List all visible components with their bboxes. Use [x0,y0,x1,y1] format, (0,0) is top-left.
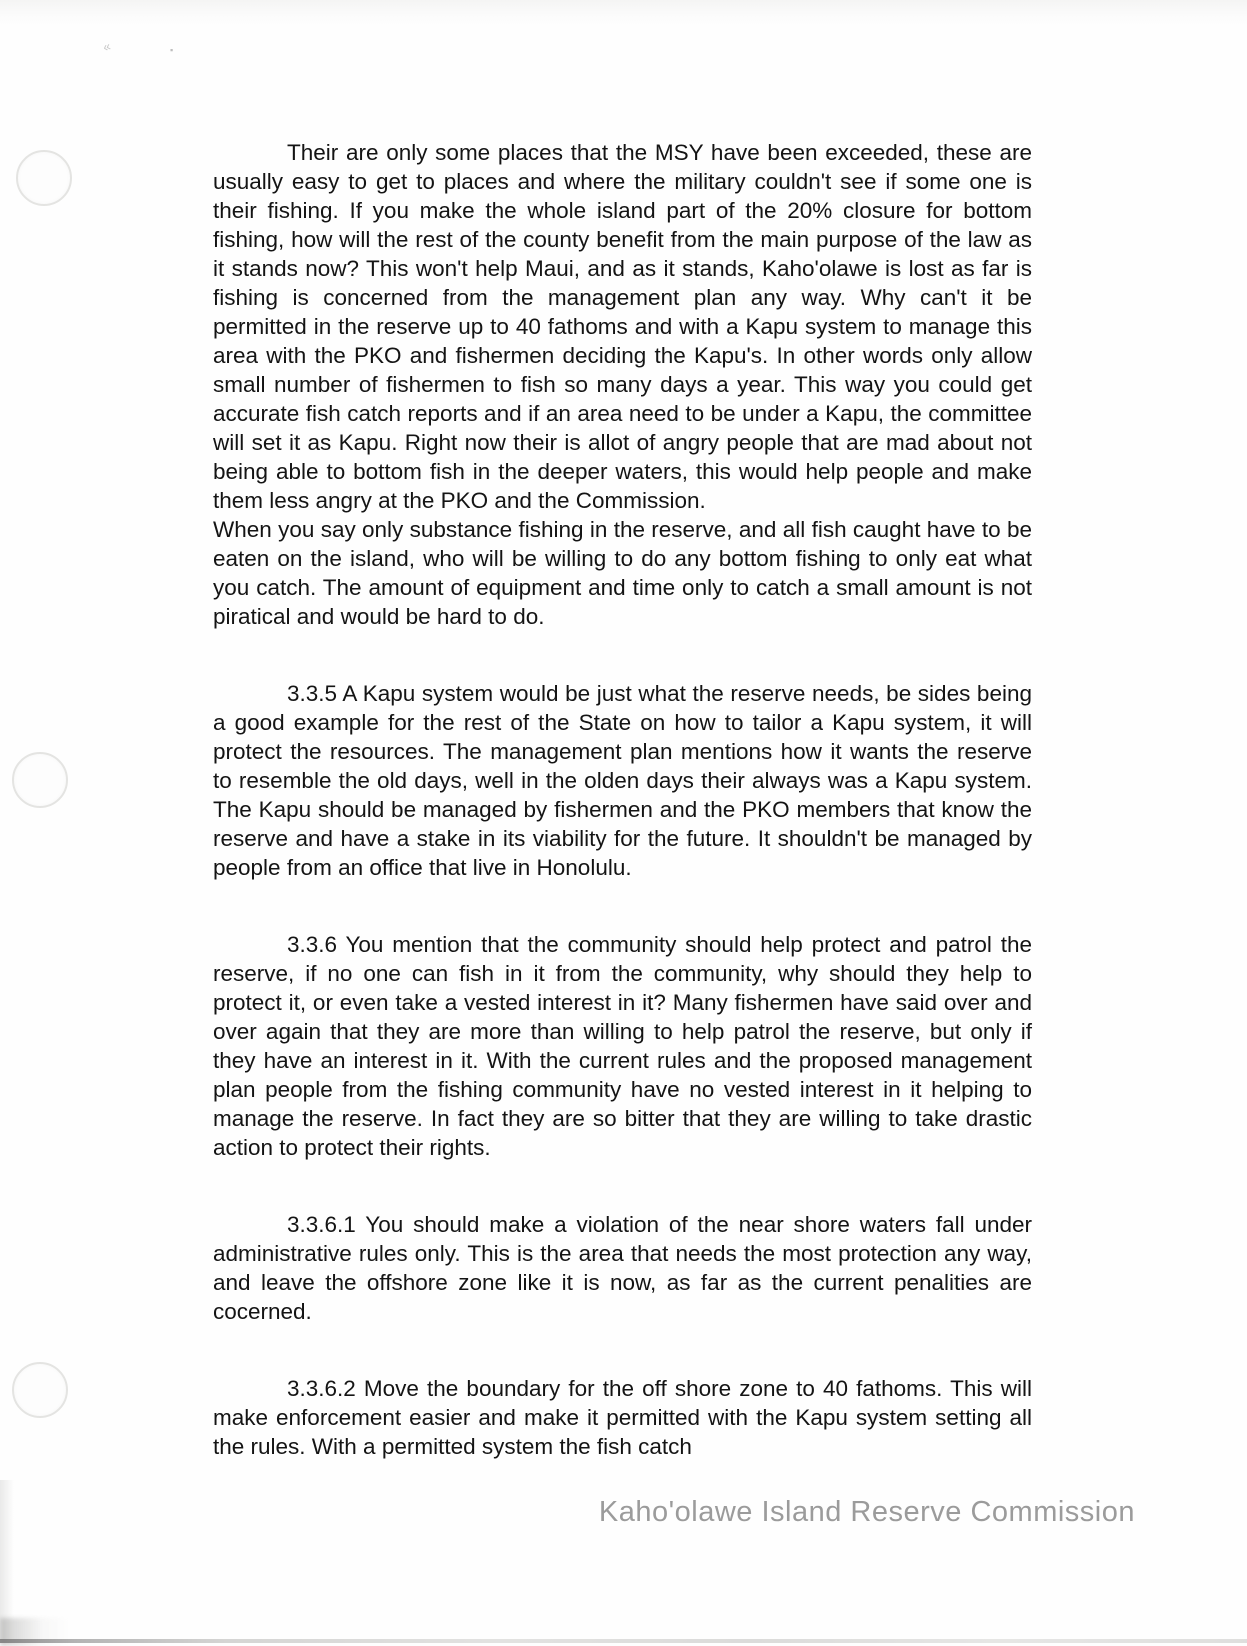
scan-edge-line [0,1639,1247,1643]
paragraph-3-3-6-2-offshore-boundary: 3.3.6.2 Move the boundary for the off shore zone to 40 fathoms. This will make enforcement easier and make it permitted with the Kapu system setting all the rules. With a permitted system the fish catch [213,1376,1032,1459]
scan-speck: ▪ [170,45,174,55]
hole-punch-mark [16,150,72,206]
footer-commission-name: Kaho'olawe Island Reserve Commission [598,1496,1135,1528]
paragraph-3-3-5-kapu-system: 3.3.5 A Kapu system would be just what the reserve needs, be sides being a good example for the rest of the State on how to tailor a Kapu system, it will protect the resources. The management plan mentions how it wants the reserve to resemble the old days, well in the olden days their always was a Kapu system. The Kapu should be managed by fishermen and the PKO members that know the reserve and have a stake in its viability for the future. It shouldn't be managed by people from an office that live in Honolulu. [213,681,1032,880]
letter-body [213,138,1032,1461]
hole-punch-mark [12,752,68,808]
scan-speck: « [100,38,113,55]
scan-noise-top [0,0,1247,26]
hole-punch-mark [12,1362,68,1418]
paragraph-msy-closure: Their are only some places that the MSY have been exceeded, these are usually easy to get to places and where the military couldn't see if some one is their fishing. If you make the whole island part of the 20% closure for bottom fishing, how will the rest of the county benefit from the main purpose of the law as it stands now? This won't help Maui, and as it stands, Kaho'olawe is lost as far is fishing is concerned from the management plan any way. Why can't it be permitted in the reserve up to 40 fathoms and with a Kapu system to manage this area with the PKO and fishermen deciding the Kapu's. In other words only allow small number of fishermen to fish so many days a year. This way you could get accurate fish catch reports and if an area need to be under a Kapu, the committee will set it as Kapu. Right now their is allot of angry people that are mad about not being able to bottom fish in the deeper waters, this would help people and make them less angry at the PKO and the Commission. [213,140,1032,513]
paragraph-substance-fishing: When you say only substance fishing in the reserve, and all fish caught have to be eaten on the island, who will be willing to do any bottom fishing to only eat what you catch. The amount of equipment and time only to catch a small amount is not piratical and would be hard to do. [213,517,1032,629]
scan-shadow-left [0,1480,14,1640]
paragraph-3-3-6-1-near-shore: 3.3.6.1 You should make a violation of the near shore waters fall under administrative rules only. This is the area that needs the most protection any way, and leave the offshore zone like it is now, as far as the current penalities are cocerned. [213,1212,1032,1324]
paragraph-3-3-6-community-patrol: 3.3.6 You mention that the community should help protect and patrol the reserve, if no one can fish in it from the community, why should they help to protect it, or even take a vested interest in it? Many fishermen have said over and over again that they are more than willing to help patrol the reserve, but only if they have an interest in it. With the current rules and the proposed management plan people from the fishing community have no vested interest in it helping to manage the reserve. In fact they are so bitter that they are willing to take drastic action to protect their rights. [213,932,1032,1160]
